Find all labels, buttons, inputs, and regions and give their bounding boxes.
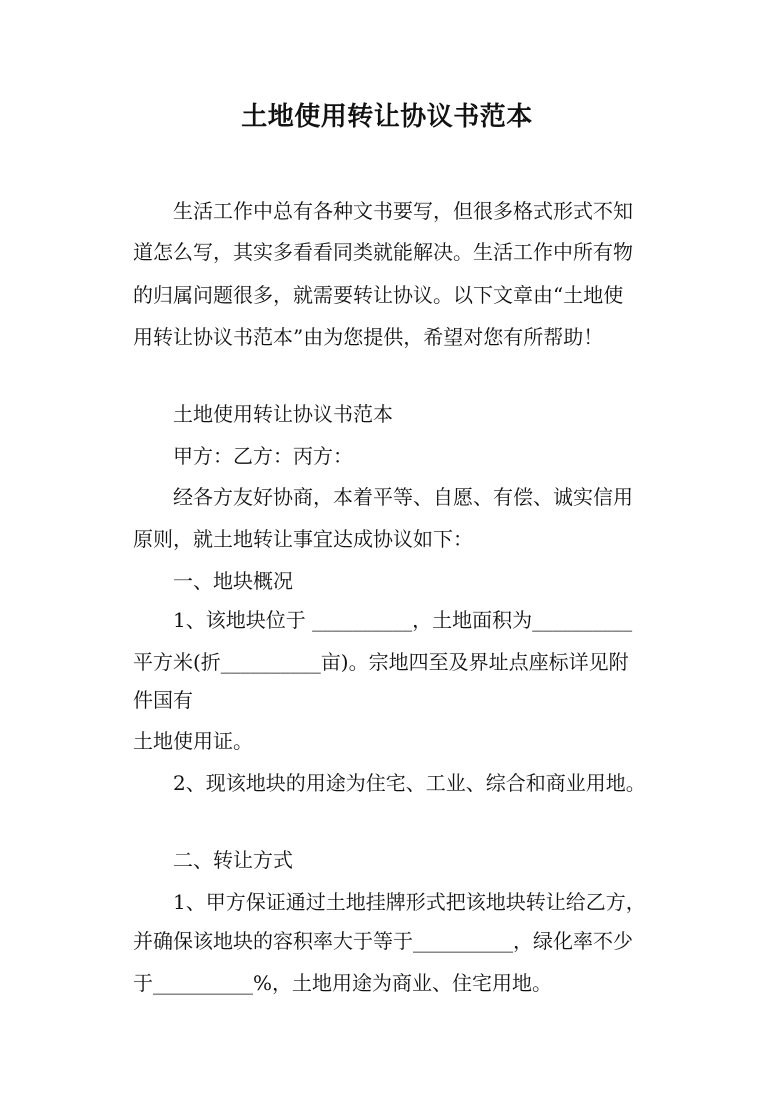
- section2-heading: 二、转让方式: [173, 848, 293, 872]
- intro-line-1: 生活工作中总有各种文书要写，但很多格式形式不知: [173, 199, 633, 223]
- section2-item1-line-2: 并确保该地块的容积率大于等于__________，绿化率不少: [133, 929, 633, 953]
- intro-line-3: 的归属问题很多，就需要转让协议。以下文章由“土地使: [133, 283, 624, 307]
- document-title: 土地使用转让协议书范本: [241, 102, 533, 132]
- section1-item1-line-3: 件国有: [133, 688, 193, 712]
- section2-item1-line-1: 1、甲方保证通过土地挂牌形式把该地块转让给乙方，: [173, 890, 646, 914]
- section1-item1-line-4: 土地使用证。: [133, 729, 253, 753]
- intro-line-2: 道怎么写，其实多看看同类就能解决。生活工作中所有物: [133, 240, 633, 264]
- section1-heading: 一、地块概况: [173, 569, 293, 593]
- subtitle: 土地使用转让协议书范本: [173, 402, 393, 426]
- agreement-line-1: 经各方友好协商，本着平等、自愿、有偿、诚实信用: [173, 485, 633, 509]
- intro-line-4: 用转让协议书范本”由为您提供，希望对您有所帮助！: [133, 325, 604, 349]
- section1-item2: 2、现该地块的用途为住宅、工业、综合和商业用地。: [173, 771, 646, 795]
- parties-line: 甲方：乙方：丙方：: [173, 444, 353, 468]
- section1-item1-line-2: 平方米(折__________亩)。宗地四至及界址点座标详见附: [133, 650, 629, 674]
- section2-item1-line-3: 于__________%，土地用途为商业、住宅用地。: [133, 971, 553, 995]
- agreement-line-2: 原则，就土地转让事宜达成协议如下：: [133, 527, 473, 551]
- section1-item1-line-1: 1、该地块位于 __________，土地面积为__________: [173, 608, 633, 632]
